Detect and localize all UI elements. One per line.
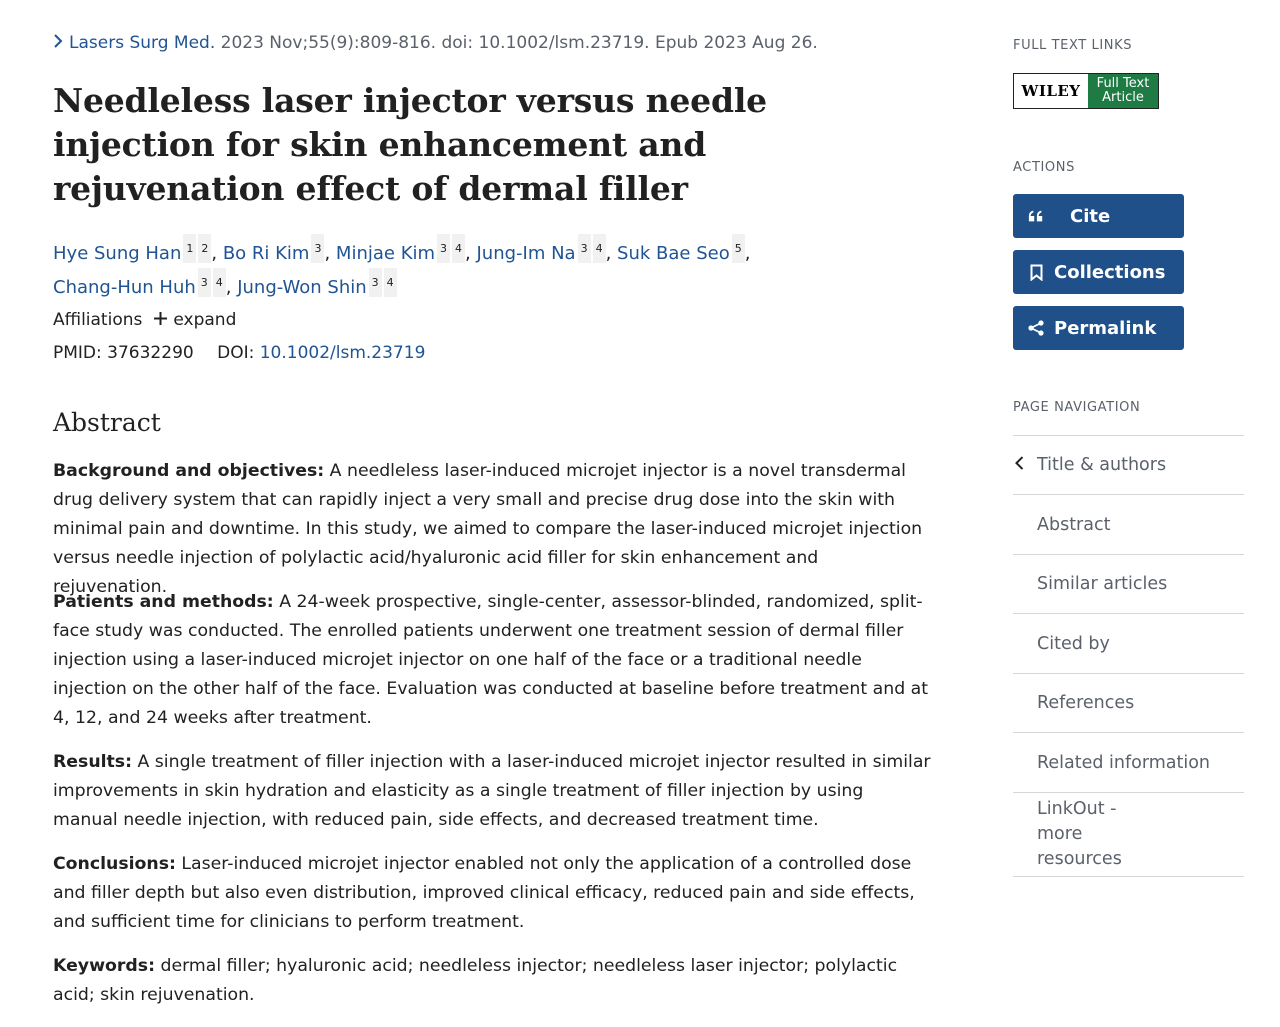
- affiliation-ref[interactable]: 4: [593, 234, 606, 263]
- full-text-label: Full Text: [1096, 76, 1150, 91]
- nav-item-abstract[interactable]: [1013, 495, 1244, 555]
- affiliation-ref[interactable]: 3: [437, 234, 450, 263]
- author-link[interactable]: Hye Sung Han: [53, 243, 182, 264]
- author-link[interactable]: Bo Ri Kim: [222, 243, 310, 264]
- abstract-section-label: Background and objectives:: [53, 461, 325, 481]
- nav-item-references[interactable]: [1013, 674, 1244, 733]
- abstract-section-label: Patients and methods:: [53, 592, 274, 612]
- citation-details: 2023 Nov;55(9):809-816. doi: 10.1002/lsm.23719. Epub 2023 Aug 26.: [215, 33, 818, 53]
- affiliations-toggle[interactable]: [53, 310, 236, 330]
- chevron-right-icon[interactable]: [53, 33, 63, 53]
- nav-item-related-information[interactable]: [1013, 733, 1244, 793]
- affiliation-ref[interactable]: 4: [452, 234, 465, 263]
- permalink-label: Permalink: [1054, 317, 1157, 339]
- abstract-section-text: A 24-week prospective, single-center, assessor-blinded, randomized, split-face study was conducted. The enrolled patients underwent one treatment session of dermal filler injection using a laser-induced microjet injector on one half of the face or a traditional needle injection on the other half of the face. Evaluation was conducted at baseline before treatment and at 4, 12, and 24 weeks after treatment.: [53, 592, 929, 728]
- affiliations-label: Affiliations: [53, 310, 143, 330]
- affiliation-ref[interactable]: 1: [183, 234, 196, 263]
- quote-icon: [1028, 209, 1044, 223]
- abstract-paragraph: [53, 748, 933, 835]
- nav-item-label: LinkOut - more resources: [1037, 799, 1122, 869]
- journal-link[interactable]: Lasers Surg Med.: [69, 33, 216, 53]
- abstract-paragraph: [53, 850, 933, 937]
- wiley-logo: WILEY: [1021, 82, 1081, 100]
- identifiers: [53, 343, 425, 363]
- author-link[interactable]: Suk Bae Seo: [617, 243, 730, 264]
- page-navigation: [1013, 435, 1244, 877]
- author-link[interactable]: Jung-Im Na: [476, 243, 576, 264]
- nav-item-label: Related information: [1037, 752, 1211, 773]
- cite-button[interactable]: [1013, 194, 1184, 238]
- affiliation-ref[interactable]: 4: [384, 268, 397, 297]
- authors-list: Hye Sung Han $^{1 2}$ , Bo Ri Kim $^3$ , Minjae Kim $^{3 4}$ , Jung-Im Na $^{3 4}$ , Suk Bae Seo $^5$ , Chang-Hun Huh $^{3 4}$ , Jung-Won Shin $^{3 4}$: [53, 234, 933, 302]
- abstract-section-text: A needleless laser-induced microjet injector is a novel transdermal drug delivery system that can rapidly inject a very small and precise drug dose into the skin with minimal pain and downtime. In this study, we aimed to compare the laser-induced microjet injection versus needle injection of polylactic acid/hyaluronic acid filler for skin enhancement and rejuvenation.: [53, 461, 923, 597]
- article-title: Needleless laser injector versus needle injection for skin enhancement and rejuvenation effect of dermal filler: [53, 81, 767, 208]
- affiliation-ref[interactable]: 3: [198, 268, 211, 297]
- nav-item-cited-by[interactable]: [1013, 614, 1244, 674]
- citation-line: [53, 33, 818, 53]
- pmid-value: 37632290: [107, 343, 194, 363]
- permalink-button[interactable]: [1013, 306, 1184, 350]
- nav-item-label: Title & authors: [1037, 455, 1167, 475]
- keywords-text: dermal filler; hyaluronic acid; needleless injector; needleless laser injector; polylactic acid; skin rejuvenation.: [53, 956, 898, 1005]
- nav-item-label: Similar articles: [1037, 574, 1168, 594]
- chevron-left-icon: [1015, 454, 1024, 475]
- doi-label: DOI:: [217, 343, 255, 363]
- plus-icon: [154, 310, 167, 330]
- author-link[interactable]: Chang-Hun Huh: [53, 277, 196, 298]
- collections-label: Collections: [1054, 261, 1166, 283]
- nav-item-label: Cited by: [1037, 633, 1110, 654]
- affiliation-ref[interactable]: 3: [311, 234, 324, 263]
- nav-item-title-authors[interactable]: [1013, 436, 1244, 495]
- abstract-paragraph: [53, 457, 933, 602]
- article-label: Article: [1102, 90, 1144, 105]
- abstract-section-text: Laser-induced microjet injector enabled not only the application of a controlled dose and filler depth but also even distribution, improved clinical efficacy, reduced pain and side effects, and sufficient time for clinicians to perform treatment.: [53, 854, 915, 932]
- affiliation-ref[interactable]: 3: [578, 234, 591, 263]
- nav-item-label: Abstract: [1037, 514, 1111, 535]
- affiliation-ref[interactable]: 5: [732, 234, 745, 263]
- nav-item-label: References: [1037, 693, 1135, 713]
- abstract-section-label: Conclusions:: [53, 854, 176, 874]
- author-link[interactable]: Jung-Won Shin: [237, 277, 367, 298]
- collections-button[interactable]: [1013, 250, 1184, 294]
- keywords-label: Keywords:: [53, 956, 155, 976]
- share-icon: [1028, 320, 1044, 336]
- bookmark-icon: [1028, 264, 1044, 281]
- page-navigation-heading: PAGE NAVIGATION: [1013, 400, 1141, 415]
- wiley-full-text-link[interactable]: [1013, 73, 1159, 109]
- full-text-links-heading: FULL TEXT LINKS: [1013, 38, 1133, 53]
- expand-label: expand: [173, 310, 237, 330]
- abstract-section-text: A single treatment of filler injection with a laser-induced microjet injector resulted in similar improvements in skin hydration and elasticity as a single treatment of filler injection by using manual needle injection, with reduced pain, side effects, and decreased treatment time.: [53, 752, 931, 830]
- actions-heading: ACTIONS: [1013, 160, 1075, 175]
- keywords-paragraph: [53, 952, 933, 1010]
- nav-item-similar-articles[interactable]: [1013, 555, 1244, 614]
- author-link[interactable]: Minjae Kim: [335, 243, 436, 264]
- nav-item-linkout[interactable]: [1013, 793, 1244, 877]
- abstract-section-label: Results:: [53, 752, 132, 772]
- affiliation-ref[interactable]: 2: [198, 234, 211, 263]
- abstract-heading: Abstract: [53, 408, 161, 437]
- doi-link[interactable]: 10.1002/lsm.23719: [259, 343, 426, 363]
- cite-label: Cite: [1070, 205, 1111, 227]
- pmid-label: PMID:: [53, 343, 102, 363]
- abstract-paragraph: [53, 588, 933, 733]
- affiliation-ref[interactable]: 4: [213, 268, 226, 297]
- affiliation-ref[interactable]: 3: [369, 268, 382, 297]
